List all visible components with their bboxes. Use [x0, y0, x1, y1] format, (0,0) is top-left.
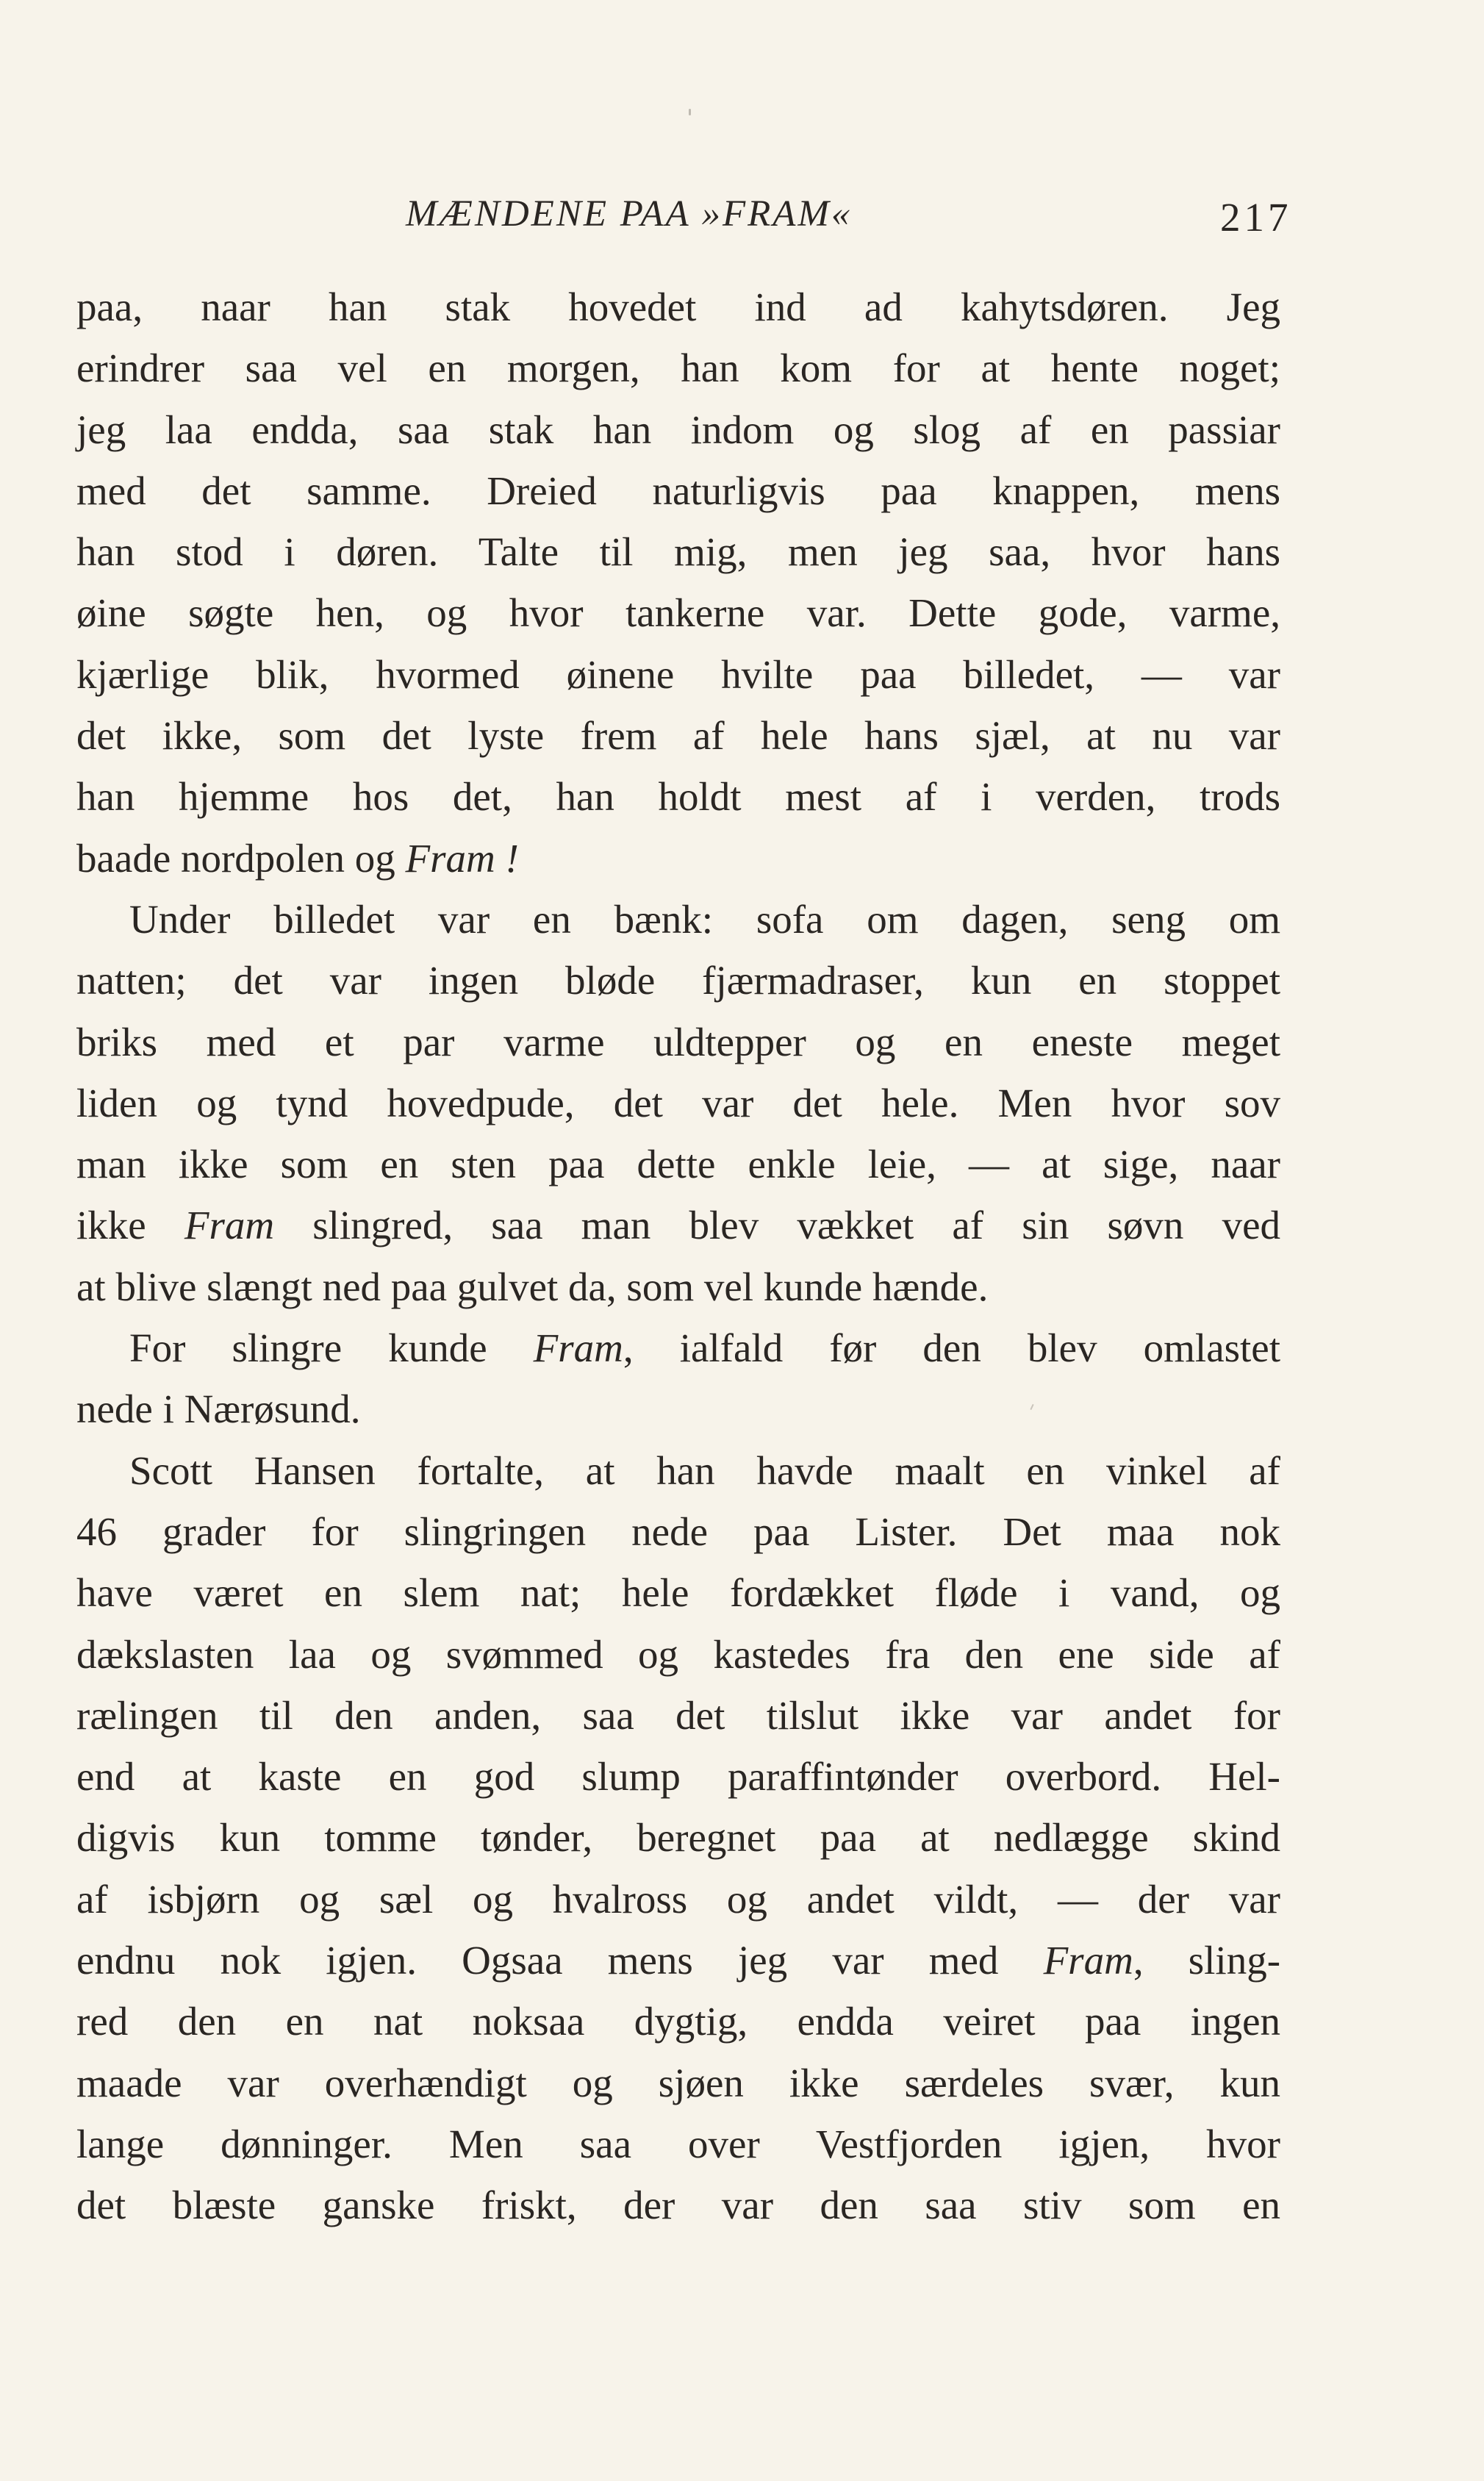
italic-text: Fram [533, 1325, 623, 1371]
text-segment: at blive slængt ned paa gulvet da, som vel kunde hænde. [76, 1264, 989, 1309]
text-line [76, 582, 1280, 643]
text-segment: lange dønninger. Men saa over Vestfjorden igjen, hvor [76, 2121, 1280, 2166]
page-number: 217 [1220, 195, 1292, 240]
page-header [74, 193, 1292, 251]
text-segment: ikke [76, 1203, 184, 1248]
italic-text: Fram ! [405, 835, 519, 881]
running-head: MÆNDENE PAA »FRAM« [406, 193, 853, 235]
text-segment: , ialfald før den blev omlastet [623, 1325, 1280, 1371]
text-segment: natten; det var ingen bløde fjærmadraser, kun en stoppet [76, 958, 1280, 1003]
text-line [76, 460, 1280, 521]
text-line [76, 705, 1280, 766]
text-line [76, 889, 1280, 950]
text-line [76, 2113, 1280, 2174]
text-segment: Scott Hansen fortalte, at han havde maalt en vinkel af [129, 1447, 1280, 1493]
text-line [76, 950, 1280, 1011]
text-segment: jeg laa endda, saa stak han indom og slog af en passiar [76, 407, 1280, 452]
italic-text: Fram [1043, 1938, 1133, 1983]
text-line [76, 828, 1280, 889]
text-segment: briks med et par varme uldtepper og en eneste meget [76, 1019, 1280, 1064]
text-line [76, 1685, 1280, 1746]
text-segment: red den en nat noksaa dygtig, endda veiret paa ingen [76, 1999, 1280, 2044]
text-line [76, 1807, 1280, 1868]
text-segment: digvis kun tomme tønder, beregnet paa at nedlægge skind [76, 1815, 1280, 1861]
text-line [76, 1746, 1280, 1807]
text-line [76, 1562, 1280, 1623]
text-segment: dækslasten laa og svømmed og kastedes fra den ene side af [76, 1631, 1280, 1677]
text-line [76, 1991, 1280, 2052]
text-segment: det ikke, som det lyste frem af hele hans sjæl, at nu var [76, 713, 1280, 759]
text-segment: baade nordpolen og [76, 835, 406, 881]
text-segment: 46 grader for slingringen nede paa Lister. Det maa nok [76, 1508, 1280, 1554]
text-line [76, 337, 1280, 398]
text-segment: Under billedet var en bænk: sofa om dagen, seng om [129, 896, 1280, 942]
text-line [76, 399, 1280, 460]
text-segment: rælingen til den anden, saa det tilslut ikke var andet for [76, 1692, 1280, 1738]
text-segment: have været en slem nat; hele fordækket fløde i vand, og [76, 1570, 1280, 1616]
text-line [76, 1440, 1280, 1501]
text-line [76, 1195, 1280, 1256]
text-segment: erindrer saa vel en morgen, han kom for at hente noget; [76, 346, 1280, 391]
text-segment: kjærlige blik, hvormed øinene hvilte paa billedet, — var [76, 651, 1280, 697]
text-segment: slingred, saa man blev vækket af sin søvn ved [274, 1203, 1280, 1248]
body-text [76, 276, 1280, 2236]
text-segment: øine søgte hen, og hvor tankerne var. Dette gode, varme, [76, 590, 1280, 636]
text-line [76, 1624, 1280, 1685]
text-line [76, 1930, 1280, 1991]
text-line [76, 1073, 1280, 1134]
text-line [76, 521, 1280, 582]
text-line [76, 1256, 1280, 1317]
text-segment: det blæste ganske friskt, der var den saa stiv som en [76, 2183, 1280, 2228]
text-line [76, 1012, 1280, 1073]
text-segment: For slingre kunde [129, 1325, 534, 1371]
text-segment: af isbjørn og sæl og hvalross og andet vildt, — der var [76, 1876, 1280, 1922]
text-line [76, 2174, 1280, 2235]
text-segment: , sling- [1133, 1938, 1281, 1983]
text-line [76, 1317, 1280, 1378]
text-segment: maade var overhændigt og sjøen ikke særdeles svær, kun [76, 2060, 1280, 2105]
text-line [76, 1501, 1280, 1562]
text-segment: han stod i døren. Talte til mig, men jeg saa, hvor hans [76, 529, 1280, 575]
text-segment: han hjemme hos det, han holdt mest af i verden, trods [76, 774, 1280, 820]
text-segment: man ikke som en sten paa dette enkle leie, — at sige, naar [76, 1142, 1280, 1187]
text-line [76, 644, 1280, 705]
text-segment: endnu nok igjen. Ogsaa mens jeg var med [76, 1938, 1044, 1983]
text-segment: end at kaste en god slump paraffintønder overbord. Hel- [76, 1754, 1280, 1800]
italic-text: Fram [184, 1203, 275, 1248]
paper-speck [689, 109, 691, 115]
text-segment: paa, naar han stak hovedet ind ad kahytsdøren. Jeg [76, 284, 1280, 329]
text-segment: med det samme. Dreied naturligvis paa knappen, mens [76, 468, 1280, 513]
text-line [76, 1378, 1280, 1439]
text-line [76, 276, 1280, 337]
text-segment: nede i Nærøsund. [76, 1386, 361, 1432]
text-line [76, 2052, 1280, 2113]
text-line [76, 1134, 1280, 1195]
text-line [76, 1869, 1280, 1930]
text-line [76, 766, 1280, 827]
text-segment: liden og tynd hovedpude, det var det hele. Men hvor sov [76, 1080, 1280, 1125]
